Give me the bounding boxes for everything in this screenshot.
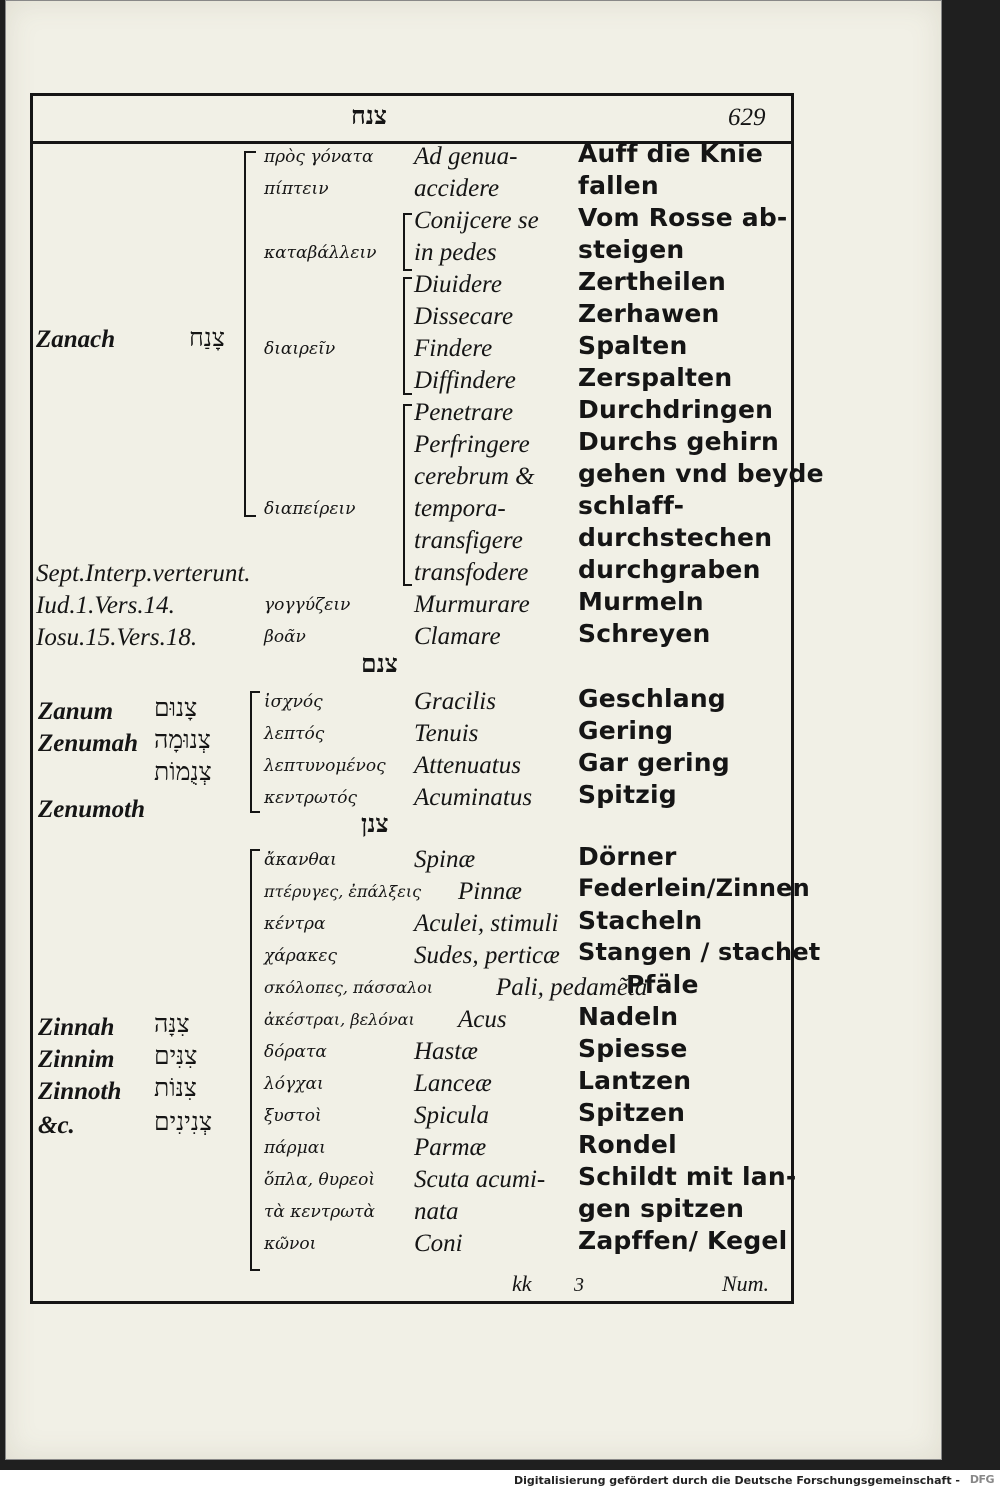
s2-latin-2: Attenuatus xyxy=(414,752,521,779)
s3-greek-10: ὅπλα, θυρεοὶ xyxy=(264,1170,376,1190)
s3-greek-9: πάρμαι xyxy=(264,1138,326,1158)
s1-greek-6: διαιρεῖν xyxy=(264,339,336,359)
s3-german-3: Stangen / stachet xyxy=(578,938,821,966)
s2-greek-0: ἰσχνός xyxy=(264,692,323,712)
s1-latin-14: Murmurare xyxy=(414,591,530,618)
s2-word-latin-1: Zenumah xyxy=(38,730,139,757)
s3-latin-5: Acus xyxy=(458,1006,507,1033)
s1-latin-13: transfodere xyxy=(414,559,529,586)
s1-german-6: Spalten xyxy=(578,331,688,360)
s1-german-15: Schreyen xyxy=(578,619,711,648)
s1-german-5: Zerhawen xyxy=(578,299,720,328)
dfg-logo: DFG xyxy=(969,1473,994,1486)
s2-word-hebrew-2: צְנֻמוֹת xyxy=(154,757,212,786)
footer-credit: Digitalisierung gefördert durch die Deutsche Forschungsgemeinschaft - xyxy=(513,1474,960,1487)
bracket-s2 xyxy=(250,691,260,813)
s2-word-hebrew-1: צְנוּמָה xyxy=(154,725,211,754)
signature-number: 3 xyxy=(574,1274,584,1296)
root-latin: Zanach xyxy=(36,326,116,353)
s1-latin-9: Perfringere xyxy=(414,431,530,458)
s1-latin-12: transfigere xyxy=(414,527,523,554)
s1-latin-3: in pedes xyxy=(414,239,497,266)
s1-german-12: durchstechen xyxy=(578,523,773,552)
s1-german-2: Vom Rosse ab- xyxy=(578,203,788,232)
s3-latin-10: Scuta acumi- xyxy=(414,1166,546,1193)
note-sept: Sept.Interp.verterunt. xyxy=(36,560,251,587)
root-hebrew: צָנַח xyxy=(189,323,226,352)
s3-german-9: Rondel xyxy=(578,1130,677,1159)
s1-latin-1: accidere xyxy=(414,175,500,202)
catchword: Num. xyxy=(722,1271,770,1296)
heading-s2: צנם xyxy=(361,649,398,678)
s3-german-0: Dörner xyxy=(578,842,677,871)
book-page xyxy=(5,0,942,1460)
s1-latin-7: Diffindere xyxy=(414,367,516,394)
note-iud: Iud.1.Vers.14. xyxy=(36,592,175,619)
s3-greek-12: κῶνοι xyxy=(264,1234,317,1254)
s2-latin-3: Acuminatus xyxy=(414,784,533,811)
signature: kk xyxy=(512,1271,532,1296)
heading-s3: צנן xyxy=(361,809,389,838)
s3-latin-2: Aculei, stimuli xyxy=(414,910,559,937)
s3-word-hebrew-3: צְנִינִים xyxy=(154,1107,213,1136)
s3-latin-12: Coni xyxy=(414,1230,463,1257)
s1-latin-11: tempora- xyxy=(414,495,506,522)
s3-german-11: gen spitzen xyxy=(578,1194,745,1223)
header-hebrew: צנח xyxy=(351,101,388,130)
s3-greek-8: ξυστοὶ xyxy=(264,1106,322,1126)
s3-greek-6: δόρατα xyxy=(264,1042,327,1062)
s3-word-hebrew-1: צִנִּים xyxy=(154,1041,198,1070)
bracket-conicere xyxy=(403,213,412,271)
page-number: 629 xyxy=(728,104,766,131)
s1-german-13: durchgraben xyxy=(578,555,761,584)
note-iosu: Iosu.15.Vers.18. xyxy=(36,624,198,651)
s1-latin-8: Penetrare xyxy=(414,399,514,426)
s2-latin-0: Gracilis xyxy=(414,688,496,715)
s2-latin-1: Tenuis xyxy=(414,720,479,747)
s1-german-14: Murmeln xyxy=(578,587,704,616)
s3-latin-4: Pali, pedamẽta xyxy=(496,974,648,1001)
s3-german-8: Spitzen xyxy=(578,1098,686,1127)
s1-latin-10: cerebrum & xyxy=(414,463,535,490)
s1-latin-2: Conijcere se xyxy=(414,207,539,234)
s1-german-0: Auff die Knie xyxy=(578,139,764,168)
s1-german-3: steigen xyxy=(578,235,685,264)
s3-word-latin-3: &c. xyxy=(38,1112,75,1139)
s3-greek-11: τὰ κεντρωτὰ xyxy=(264,1202,376,1222)
s1-german-10: gehen vnd beyde xyxy=(578,459,824,488)
s1-german-4: Zertheilen xyxy=(578,267,727,296)
s1-latin-4: Diuidere xyxy=(414,271,502,298)
s3-german-7: Lantzen xyxy=(578,1066,692,1095)
s3-latin-6: Hastæ xyxy=(414,1038,478,1065)
bracket-dividere xyxy=(403,277,412,395)
s3-greek-0: ἄκανθαι xyxy=(264,850,337,870)
s3-greek-4: σκόλοπες, πάσσαλοι xyxy=(264,978,434,997)
s3-latin-9: Parmæ xyxy=(414,1134,487,1161)
s2-word-latin-3: Zenumoth xyxy=(38,796,145,823)
s3-greek-1: πτέρυγες, ἐπάλξεις xyxy=(264,882,422,901)
s2-word-hebrew-0: צָנוּם xyxy=(154,693,198,722)
s3-latin-1: Pinnæ xyxy=(458,878,522,905)
s3-word-latin-0: Zinnah xyxy=(38,1014,115,1041)
s1-german-7: Zerspalten xyxy=(578,363,733,392)
s3-greek-2: κέντρα xyxy=(264,914,326,934)
s3-german-1: Federlein/Zinnen xyxy=(578,874,810,902)
s3-german-10: Schildt mit lan- xyxy=(578,1162,797,1191)
s2-german-2: Gar gering xyxy=(578,748,730,777)
bracket-s3 xyxy=(250,849,260,1271)
s1-greek-0: πρὸς γόνατα xyxy=(264,147,374,167)
s1-latin-0: Ad genua- xyxy=(414,143,518,170)
s3-greek-3: χάρακες xyxy=(264,946,338,966)
s1-greek-11: διαπείρειν xyxy=(264,499,356,519)
s1-latin-15: Clamare xyxy=(414,623,501,650)
s3-greek-7: λόγχαι xyxy=(264,1074,324,1094)
s1-greek-3: καταβάλλειν xyxy=(264,243,377,263)
s3-german-5: Nadeln xyxy=(578,1002,679,1031)
s2-german-1: Gering xyxy=(578,716,674,745)
s3-word-latin-1: Zinnim xyxy=(38,1046,115,1073)
s3-latin-0: Spinæ xyxy=(414,846,476,873)
s2-greek-3: κεντρωτός xyxy=(264,788,358,808)
s1-greek-14: γογγύζειν xyxy=(264,595,351,615)
s3-latin-11: nata xyxy=(414,1198,459,1225)
s1-german-8: Durchdringen xyxy=(578,395,774,424)
s2-german-0: Geschlang xyxy=(578,684,726,713)
s1-german-9: Durchs gehirn xyxy=(578,427,780,456)
s2-german-3: Spitzig xyxy=(578,780,677,809)
s3-word-hebrew-2: צִנּוֹת xyxy=(154,1073,197,1102)
s2-greek-2: λεπτυνομένος xyxy=(264,756,386,776)
s1-latin-5: Dissecare xyxy=(414,303,514,330)
s2-greek-1: λεπτός xyxy=(264,724,325,744)
s1-greek-15: βοᾶν xyxy=(264,627,306,647)
s1-latin-6: Findere xyxy=(414,335,493,362)
s3-latin-3: Sudes, perticæ xyxy=(414,942,560,969)
main-bracket xyxy=(244,151,256,517)
bracket-penetrare xyxy=(403,404,412,586)
s2-word-latin-0: Zanum xyxy=(38,698,114,725)
s3-latin-8: Spicula xyxy=(414,1102,489,1129)
s1-german-11: schlaff- xyxy=(578,491,685,520)
s3-german-12: Zapffen/ Kegel xyxy=(578,1226,788,1255)
s3-word-hebrew-0: צִנָּה xyxy=(154,1009,190,1038)
s1-german-1: fallen xyxy=(578,171,659,200)
s3-word-latin-2: Zinnoth xyxy=(38,1078,122,1105)
s1-greek-1: πίπτειν xyxy=(264,179,329,199)
bottom-rule xyxy=(30,1301,791,1304)
s3-german-6: Spiesse xyxy=(578,1034,688,1063)
s3-latin-7: Lanceæ xyxy=(414,1070,492,1097)
s3-german-4: Pfäle xyxy=(626,970,699,999)
s3-greek-5: ἀκέστραι, βελόναι xyxy=(264,1010,415,1029)
s3-german-2: Stacheln xyxy=(578,906,703,935)
